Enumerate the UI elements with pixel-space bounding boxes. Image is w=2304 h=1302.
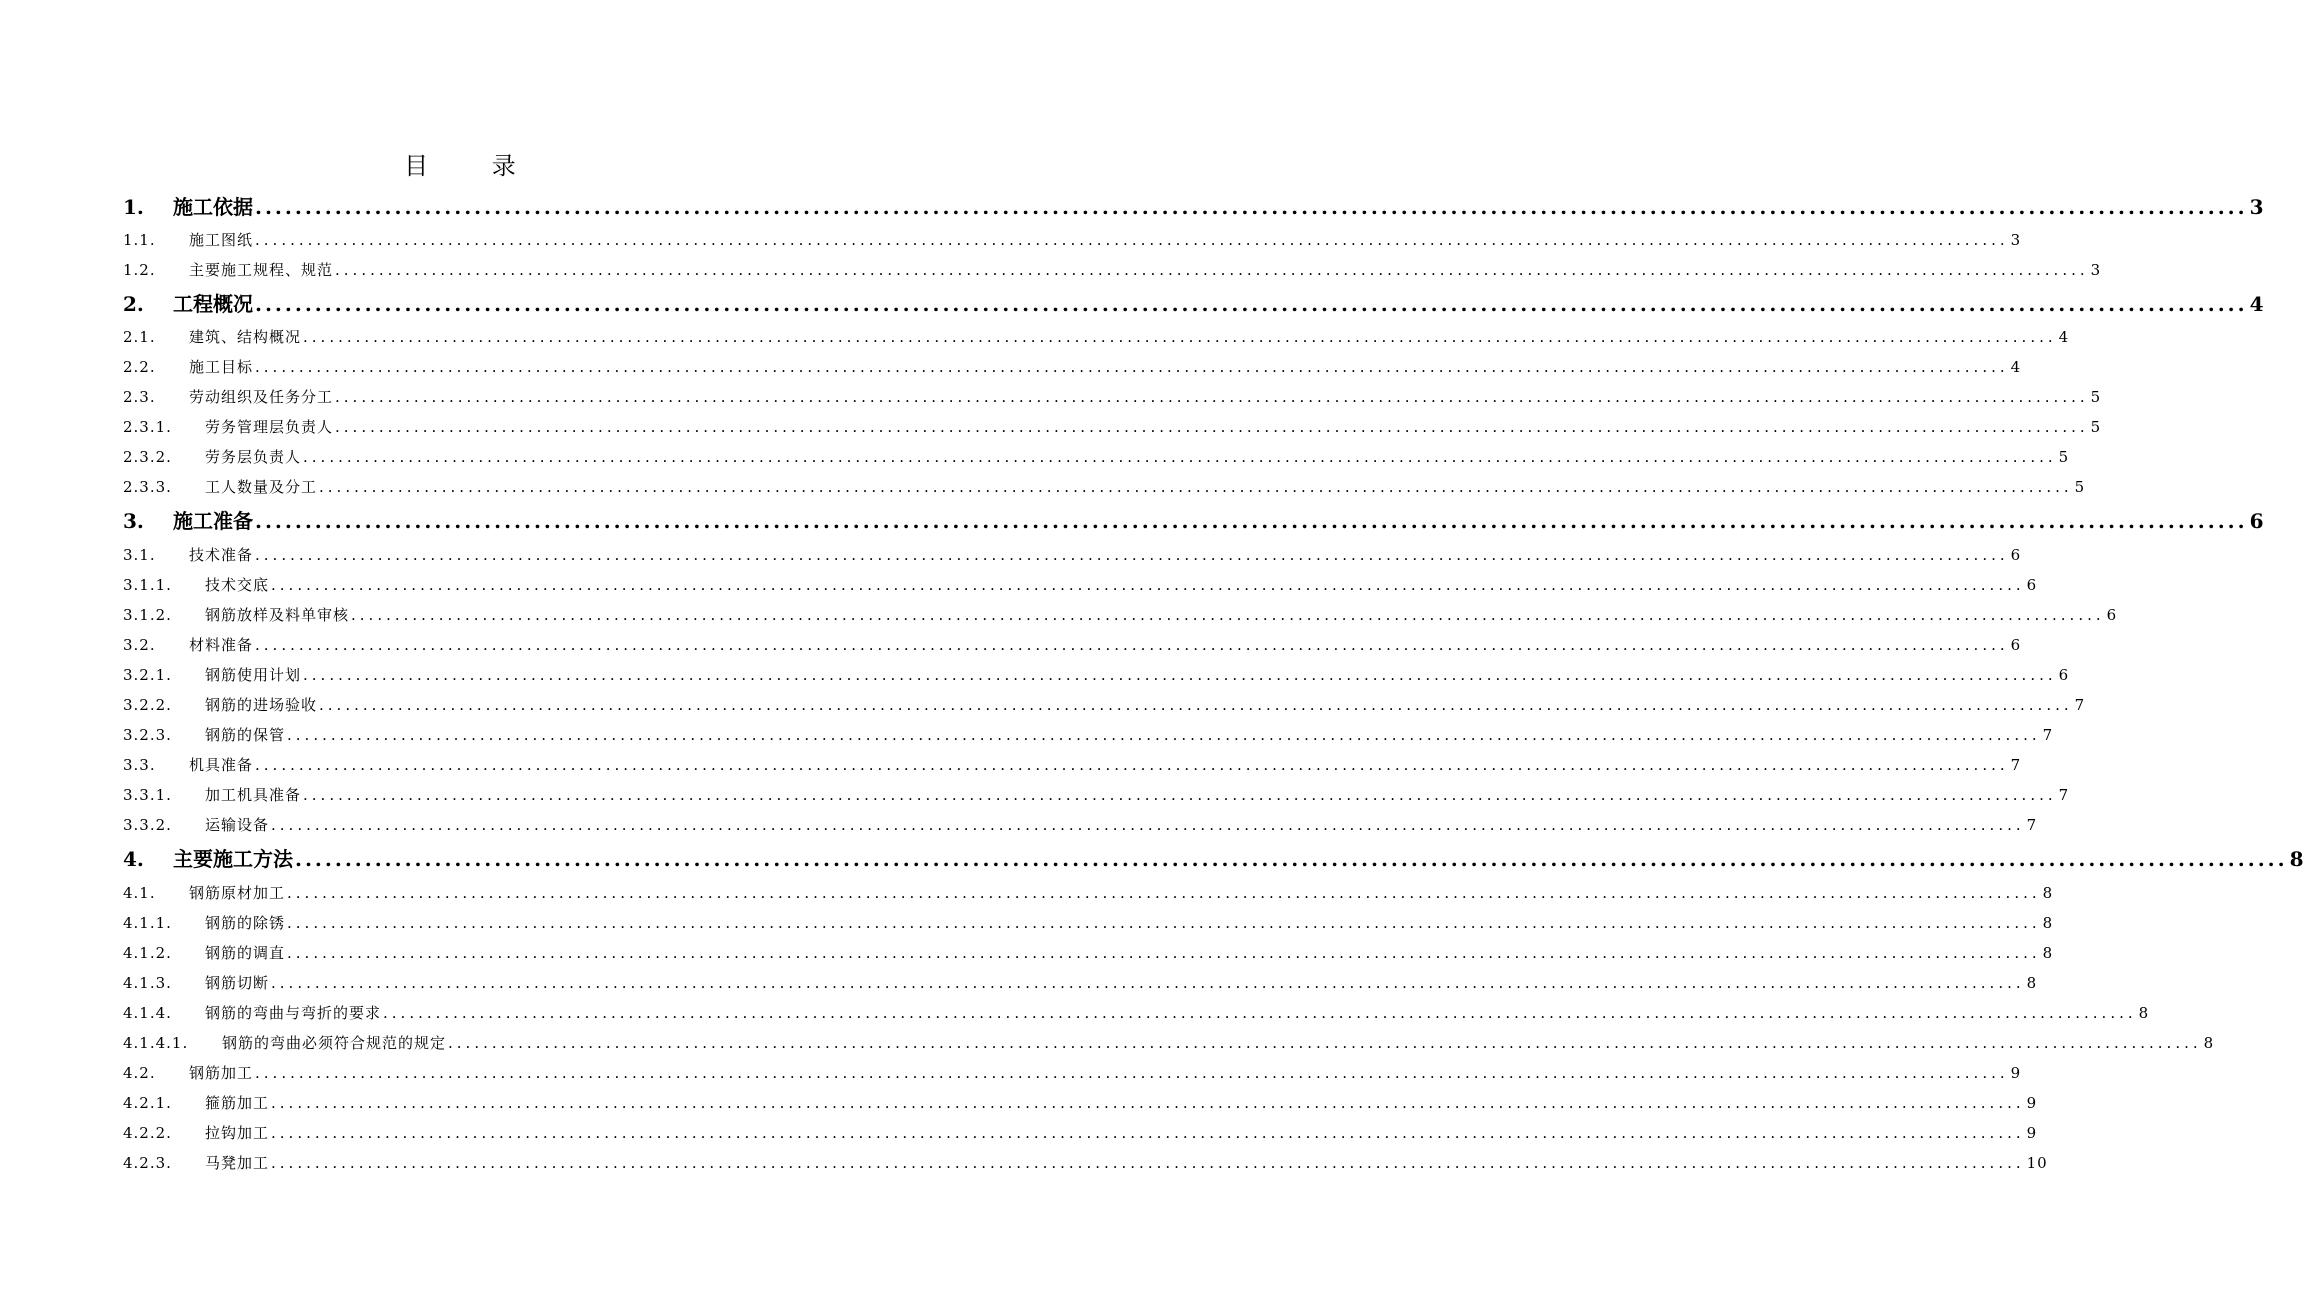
toc-entry[interactable] — [123, 229, 2022, 251]
toc-entry-page-number: 6 — [2010, 636, 2022, 654]
toc-entry-page-number: 7 — [2010, 756, 2022, 774]
toc-dot-leader: ........................................................................................................................................................................................................ — [271, 576, 2025, 594]
toc-entry[interactable] — [123, 1062, 2022, 1084]
toc-entry-page-number: 9 — [2010, 1064, 2022, 1082]
toc-entry-number: 1.1. — [123, 231, 156, 249]
toc-entry[interactable] — [123, 814, 2038, 836]
toc-dot-leader: ........................................................................................................................................................................................................ — [255, 1064, 2009, 1082]
toc-entry-page-number: 8 — [2289, 847, 2304, 871]
toc-entry-page-number: 6 — [2249, 509, 2264, 533]
toc-entry-number: 2.3.2. — [123, 448, 172, 466]
toc-entry-page-number: 7 — [2058, 786, 2070, 804]
toc-entry-page-number: 3 — [2090, 261, 2102, 279]
toc-entry-page-number: 4 — [2058, 328, 2070, 346]
toc-entry-number: 4.1. — [123, 884, 156, 902]
toc-entry-page-number: 8 — [2042, 884, 2054, 902]
toc-entry-number: 3.3.2. — [123, 816, 172, 834]
toc-dot-leader: ........................................................................................................................................................................................................ — [271, 974, 2025, 992]
toc-entry-title: 钢筋原材加工 — [189, 884, 286, 902]
toc-entry-number: 2.1. — [123, 328, 156, 346]
toc-entry-number: 4.2.1. — [123, 1094, 172, 1112]
toc-entry-number: 3. — [123, 509, 144, 533]
toc-dot-leader: ........................................................................................................................................................................................................ — [255, 231, 2009, 249]
toc-entry-number: 3.1. — [123, 546, 156, 564]
toc-dot-leader: ........................................................................................................................................................................................................ — [255, 358, 2009, 376]
toc-dot-leader: ........................................................................................................................................................................................................ — [335, 388, 2089, 406]
toc-entry[interactable] — [123, 289, 2264, 319]
toc-entry-page-number: 7 — [2074, 696, 2086, 714]
toc-dot-leader: ........................................................................................................................................................................................................ — [448, 1034, 2202, 1052]
toc-entry-number: 4.2.3. — [123, 1154, 172, 1172]
toc-entry-title: 钢筋的除锈 — [205, 914, 286, 932]
toc-dot-leader: ........................................................................................................................................................................................................ — [303, 666, 2057, 684]
toc-entry-page-number: 10 — [2026, 1154, 2048, 1172]
toc-entry-title: 箍筋加工 — [205, 1094, 270, 1112]
toc-entry[interactable] — [123, 416, 2102, 438]
toc-dot-leader: ........................................................................................................................................................................................................ — [287, 726, 2041, 744]
toc-entry-number: 4.1.3. — [123, 974, 172, 992]
toc-entry-title: 运输设备 — [205, 816, 270, 834]
toc-entry-number: 3.3.1. — [123, 786, 172, 804]
toc-entry-title: 施工准备 — [173, 509, 253, 533]
toc-entry[interactable] — [123, 912, 2054, 934]
toc-entry[interactable] — [123, 724, 2054, 746]
toc-entry[interactable] — [123, 1032, 2215, 1054]
toc-entry-title: 钢筋的弯曲必须符合规范的规定 — [222, 1034, 447, 1052]
toc-dot-leader: ........................................................................................................................................................................................................ — [255, 636, 2009, 654]
toc-dot-leader: ........................................................................................................................................................................................................ — [271, 1094, 2025, 1112]
toc-entry[interactable] — [123, 1092, 2038, 1114]
toc-entry-page-number: 5 — [2074, 478, 2086, 496]
toc-entry[interactable] — [123, 1152, 2048, 1174]
toc-dot-leader: ........................................................................................................................................................................................................ — [255, 292, 2248, 316]
toc-entry-title: 施工目标 — [189, 358, 254, 376]
toc-entry-number: 2. — [123, 292, 144, 316]
toc-dot-leader: ........................................................................................................................................................................................................ — [319, 696, 2073, 714]
toc-entry-number: 1. — [123, 195, 144, 219]
toc-entry-number: 3.2. — [123, 636, 156, 654]
toc-entry-page-number: 9 — [2026, 1094, 2038, 1112]
toc-entry[interactable] — [123, 942, 2054, 964]
toc-entry-title: 马凳加工 — [205, 1154, 270, 1172]
toc-entry-number: 2.3.3. — [123, 478, 172, 496]
toc-entry[interactable] — [123, 356, 2022, 378]
toc-dot-leader: ........................................................................................................................................................................................................ — [255, 546, 2009, 564]
toc-dot-leader: ........................................................................................................................................................................................................ — [335, 261, 2089, 279]
toc-dot-leader: ........................................................................................................................................................................................................ — [271, 1154, 2025, 1172]
toc-entry-page-number: 8 — [2203, 1034, 2215, 1052]
toc-entry-title: 工程概况 — [173, 292, 253, 316]
toc-dot-leader: ........................................................................................................................................................................................................ — [271, 1124, 2025, 1142]
toc-entry[interactable] — [123, 634, 2022, 656]
toc-entry[interactable] — [123, 882, 2054, 904]
toc-entry-title: 钢筋放样及料单审核 — [205, 606, 350, 624]
toc-entry[interactable] — [123, 326, 2070, 348]
toc-entry-page-number: 8 — [2042, 914, 2054, 932]
toc-dot-leader: ........................................................................................................................................................................................................ — [255, 509, 2248, 533]
toc-dot-leader: ........................................................................................................................................................................................................ — [335, 418, 2089, 436]
toc-entry-number: 3.2.2. — [123, 696, 172, 714]
toc-entry-title: 劳动组织及任务分工 — [189, 388, 334, 406]
toc-entry-page-number: 9 — [2026, 1124, 2038, 1142]
toc-entry-title: 拉钩加工 — [205, 1124, 270, 1142]
toc-entry-number: 4. — [123, 847, 144, 871]
toc-entry-number: 2.3. — [123, 388, 156, 406]
toc-dot-leader: ........................................................................................................................................................................................................ — [295, 847, 2288, 871]
toc-entry-page-number: 5 — [2058, 448, 2070, 466]
toc-dot-leader: ........................................................................................................................................................................................................ — [303, 786, 2057, 804]
toc-entry-page-number: 7 — [2026, 816, 2038, 834]
toc-entry-page-number: 3 — [2010, 231, 2022, 249]
toc-entry-title: 钢筋的调直 — [205, 944, 286, 962]
toc-entry-title: 钢筋的保管 — [205, 726, 286, 744]
toc-entry-number: 4.1.1. — [123, 914, 172, 932]
toc-entry-page-number: 7 — [2042, 726, 2054, 744]
toc-dot-leader: ........................................................................................................................................................................................................ — [383, 1004, 2137, 1022]
toc-entry-page-number: 8 — [2026, 974, 2038, 992]
toc-entry-title: 技术准备 — [189, 546, 254, 564]
toc-title: 目 录 — [404, 152, 544, 180]
toc-entry-page-number: 6 — [2058, 666, 2070, 684]
toc-entry-number: 3.1.1. — [123, 576, 172, 594]
toc-entry-title: 建筑、结构概况 — [189, 328, 302, 346]
toc-entry-page-number: 8 — [2042, 944, 2054, 962]
toc-entry[interactable] — [123, 664, 2070, 686]
toc-entry-title: 劳务管理层负责人 — [205, 418, 334, 436]
toc-entry[interactable] — [123, 972, 2038, 994]
toc-entry[interactable] — [123, 386, 2102, 408]
toc-entry-page-number: 4 — [2010, 358, 2022, 376]
toc-entry[interactable] — [123, 574, 2038, 596]
toc-dot-leader: ........................................................................................................................................................................................................ — [287, 914, 2041, 932]
toc-dot-leader: ........................................................................................................................................................................................................ — [255, 756, 2009, 774]
toc-entry-page-number: 6 — [2010, 546, 2022, 564]
toc-entry-title: 钢筋使用计划 — [205, 666, 302, 684]
toc-entry-title: 材料准备 — [189, 636, 254, 654]
toc-entry[interactable] — [123, 1002, 2150, 1024]
toc-entry-page-number: 6 — [2026, 576, 2038, 594]
toc-dot-leader: ........................................................................................................................................................................................................ — [319, 478, 2073, 496]
toc-dot-leader: ........................................................................................................................................................................................................ — [303, 328, 2057, 346]
toc-entry-title: 工人数量及分工 — [205, 478, 318, 496]
toc-entry[interactable] — [123, 446, 2070, 468]
toc-entry-title: 钢筋加工 — [189, 1064, 254, 1082]
toc-dot-leader: ........................................................................................................................................................................................................ — [303, 448, 2057, 466]
toc-entry[interactable] — [123, 476, 2086, 498]
toc-entry[interactable] — [123, 784, 2070, 806]
toc-entry[interactable] — [123, 844, 2304, 874]
toc-entry-title: 施工图纸 — [189, 231, 254, 249]
toc-entry-page-number: 4 — [2249, 292, 2264, 316]
toc-entry-number: 4.1.4. — [123, 1004, 172, 1022]
toc-entry-title: 劳务层负责人 — [205, 448, 302, 466]
toc-entry-number: 1.2. — [123, 261, 156, 279]
toc-entry[interactable] — [123, 604, 2118, 626]
toc-entry-page-number: 6 — [2106, 606, 2118, 624]
toc-dot-leader: ........................................................................................................................................................................................................ — [351, 606, 2105, 624]
toc-entry-title: 主要施工规程、规范 — [189, 261, 334, 279]
toc-entry-page-number: 5 — [2090, 418, 2102, 436]
toc-entry[interactable] — [123, 754, 2022, 776]
toc-entry-page-number: 3 — [2249, 195, 2264, 219]
toc-entry-page-number: 5 — [2090, 388, 2102, 406]
toc-entry-number: 4.2. — [123, 1064, 156, 1082]
toc-entry-number: 3.2.3. — [123, 726, 172, 744]
toc-entry-title: 施工依据 — [173, 195, 253, 219]
toc-entry[interactable] — [123, 694, 2086, 716]
toc-entry-title: 机具准备 — [189, 756, 254, 774]
toc-dot-leader: ........................................................................................................................................................................................................ — [287, 884, 2041, 902]
toc-entry[interactable] — [123, 192, 2264, 222]
toc-entry[interactable] — [123, 1122, 2038, 1144]
toc-dot-leader: ........................................................................................................................................................................................................ — [287, 944, 2041, 962]
toc-entry-number: 2.3.1. — [123, 418, 172, 436]
toc-entry-title: 钢筋的进场验收 — [205, 696, 318, 714]
toc-entry-number: 3.3. — [123, 756, 156, 774]
toc-entry-number: 4.1.2. — [123, 944, 172, 962]
toc-entry-number: 2.2. — [123, 358, 156, 376]
toc-entry-number: 4.1.4.1. — [123, 1034, 189, 1052]
toc-entry-title: 技术交底 — [205, 576, 270, 594]
toc-entry[interactable] — [123, 506, 2264, 536]
toc-entry[interactable] — [123, 544, 2022, 566]
toc-entry-title: 主要施工方法 — [173, 847, 293, 871]
toc-entry-title: 钢筋的弯曲与弯折的要求 — [205, 1004, 382, 1022]
toc-dot-leader: ........................................................................................................................................................................................................ — [271, 816, 2025, 834]
toc-dot-leader: ........................................................................................................................................................................................................ — [255, 195, 2248, 219]
toc-entry-page-number: 8 — [2138, 1004, 2150, 1022]
toc-entry-title: 加工机具准备 — [205, 786, 302, 804]
toc-entry[interactable] — [123, 259, 2102, 281]
toc-entry-number: 3.2.1. — [123, 666, 172, 684]
toc-entry-number: 3.1.2. — [123, 606, 172, 624]
toc-entry-number: 4.2.2. — [123, 1124, 172, 1142]
toc-entry-title: 钢筋切断 — [205, 974, 270, 992]
